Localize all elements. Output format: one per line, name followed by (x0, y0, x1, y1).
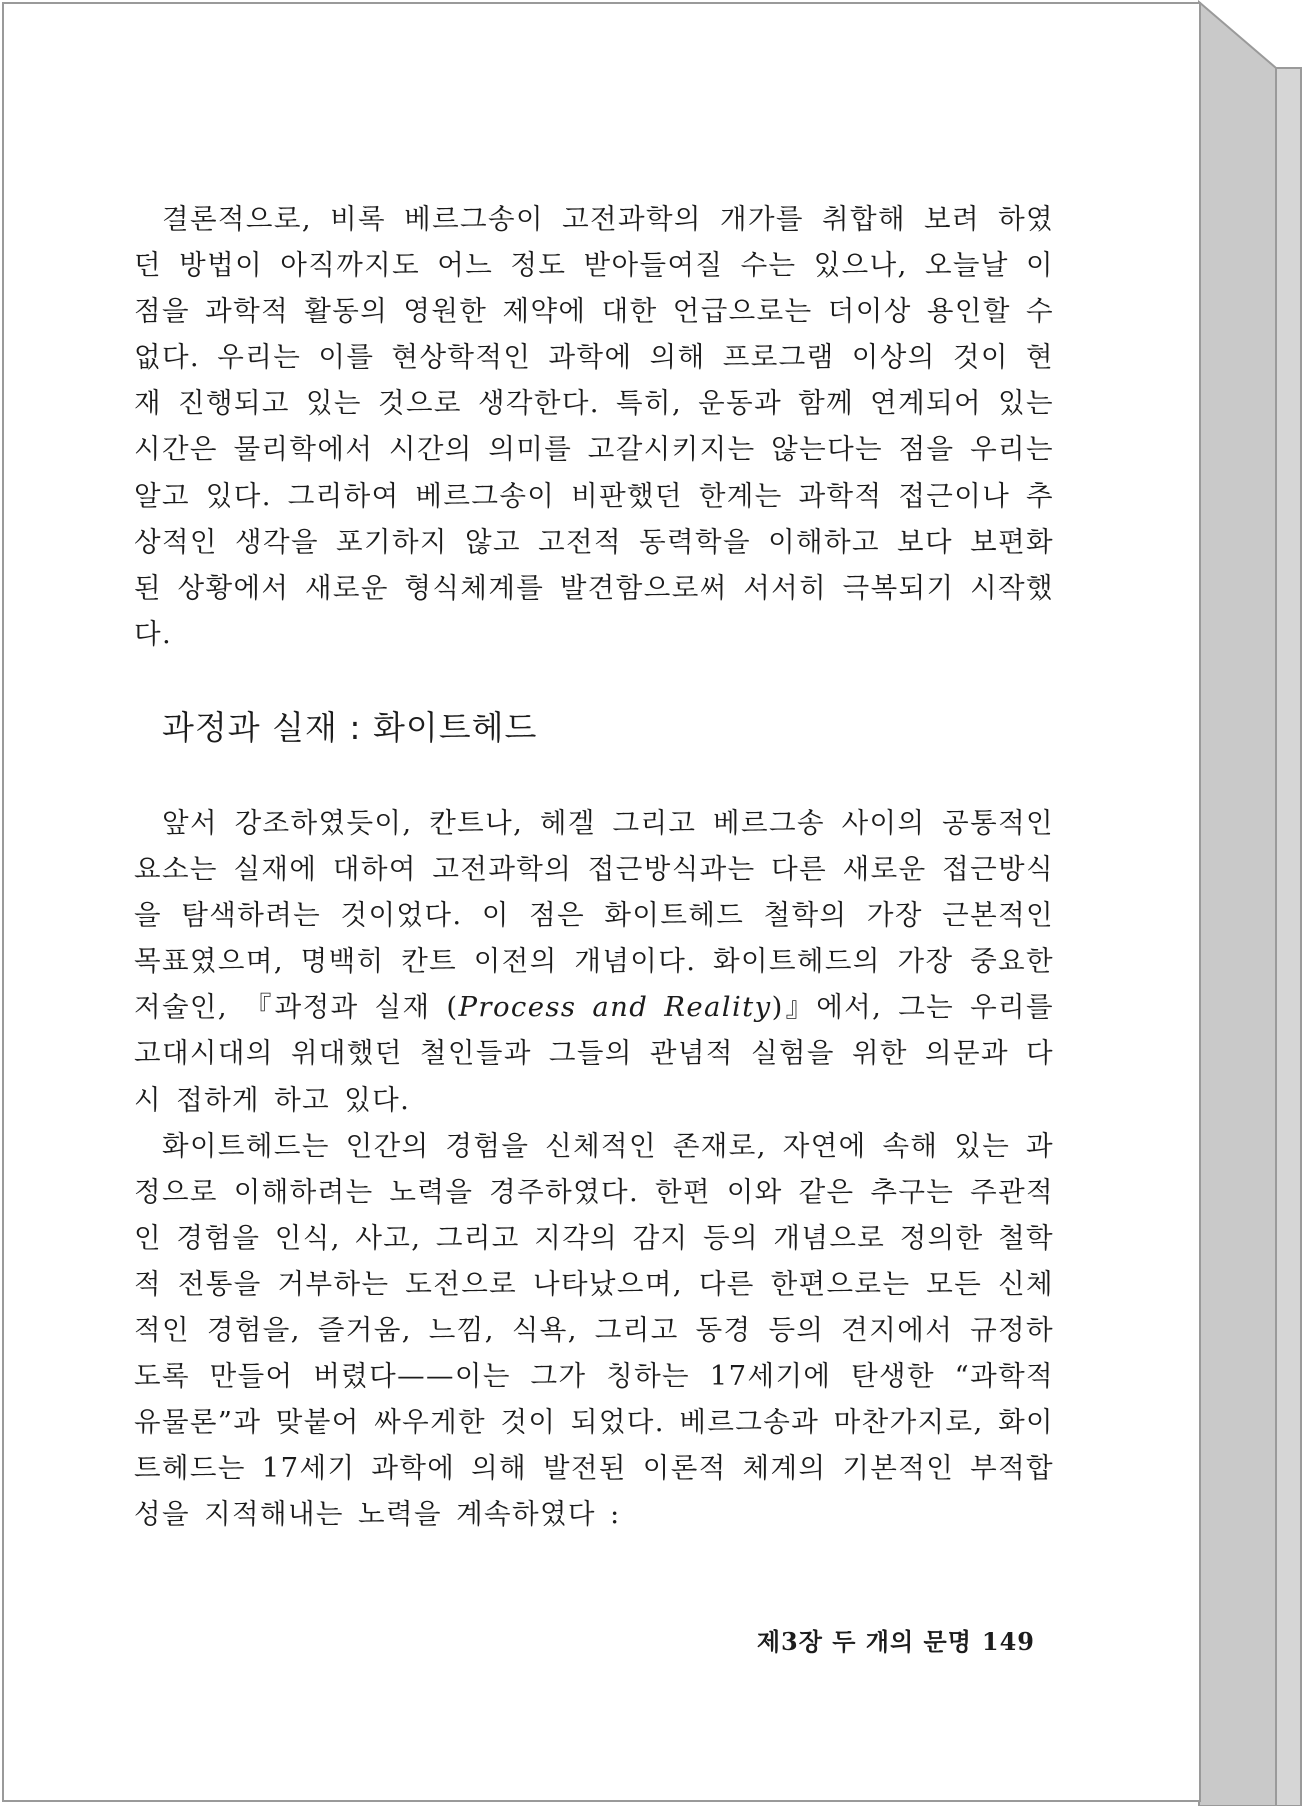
section-intro (134, 196, 1054, 657)
page-footer (747, 1622, 1035, 1657)
section-heading: 과정과 실재 : 화이트헤드 (162, 708, 538, 747)
paragraph-text: 앞서 강조하였듯이, 칸트나, 헤겔 그리고 베르그송 사이의 공통적인 요소는 실재에 대하여 고전과학의 접근방식과는 다른 새로운 접근방식을 탐색하려는 것이었다. 이 점은 화이트헤드 철학의 가장 근본적인 목표였으며, 명백히 칸트 이전의 개념이다. 화이트헤드의 가장 중요한 저술인, 『과정과 실재 ( (134, 807, 1054, 1024)
chapter-title: 제3장 두 개의 문명 (756, 1627, 972, 1656)
paragraph-whitehead-experience: 화이트헤드는 인간의 경험을 신체적인 존재로, 자연에 속해 있는 과정으로 이해하려는 노력을 경주하였다. 한편 이와 같은 추구는 주관적인 경험을 인식, 사고, 그리고 지각의 감지 등의 개념으로 정의한 철학적 전통을 거부하는 도전으로 나타났으며, 다른 한편으로는 모든 신체적인 경험을, 즐거움, 느낌, 식욕, 그리고 동경 등의 견지에서 규정하도록 만들어 버렸다——이는 그가 칭하는 17세기에 탄생한 “과학적 유물론”과 맞붙어 싸우게한 것이 되었다. 베르그송과 마찬가지로, 화이트헤드는 17세기 과학에 의해 발전된 이론적 체계의 기본적인 부적합성을 지적해내는 노력을 계속하였다 : (134, 1129, 1054, 1531)
page-number: 149 (981, 1627, 1035, 1656)
book-title-italic: Process and Reality (458, 991, 772, 1024)
paragraph-text: )』에서, 그는 우리를 고대시대의 위대했던 철인들과 그들의 관념적 실험을 위한 의문과 다시 접하게 하고 있다. (134, 991, 1054, 1116)
section-whitehead (134, 800, 1054, 1538)
paragraph-conclusion: 결론적으로, 비록 베르그송이 고전과학의 개가를 취합해 보려 하였던 방법이 아직까지도 어느 정도 받아들여질 수는 있으나, 오늘날 이 점을 과학적 활동의 영원한 제약에 대한 언급으로는 더이상 용인할 수 없다. 우리는 이를 현상학적인 과학에 의해 프로그램 이상의 것이 현재 진행되고 있는 것으로 생각한다. 특히, 운동과 함께 연계되어 있는 시간은 물리학에서 시간의 의미를 고갈시키지는 않는다는 점을 우리는 알고 있다. 그리하여 베르그송이 비판했던 한계는 과학적 접근이나 추상적인 생각을 포기하지 않고 고전적 동력학을 이해하고 보다 보편화된 상황에서 새로운 형식체계를 발견함으로써 서서히 극복되기 시작했다. (134, 203, 1054, 650)
paragraph-whitehead-intro (134, 800, 1054, 1123)
